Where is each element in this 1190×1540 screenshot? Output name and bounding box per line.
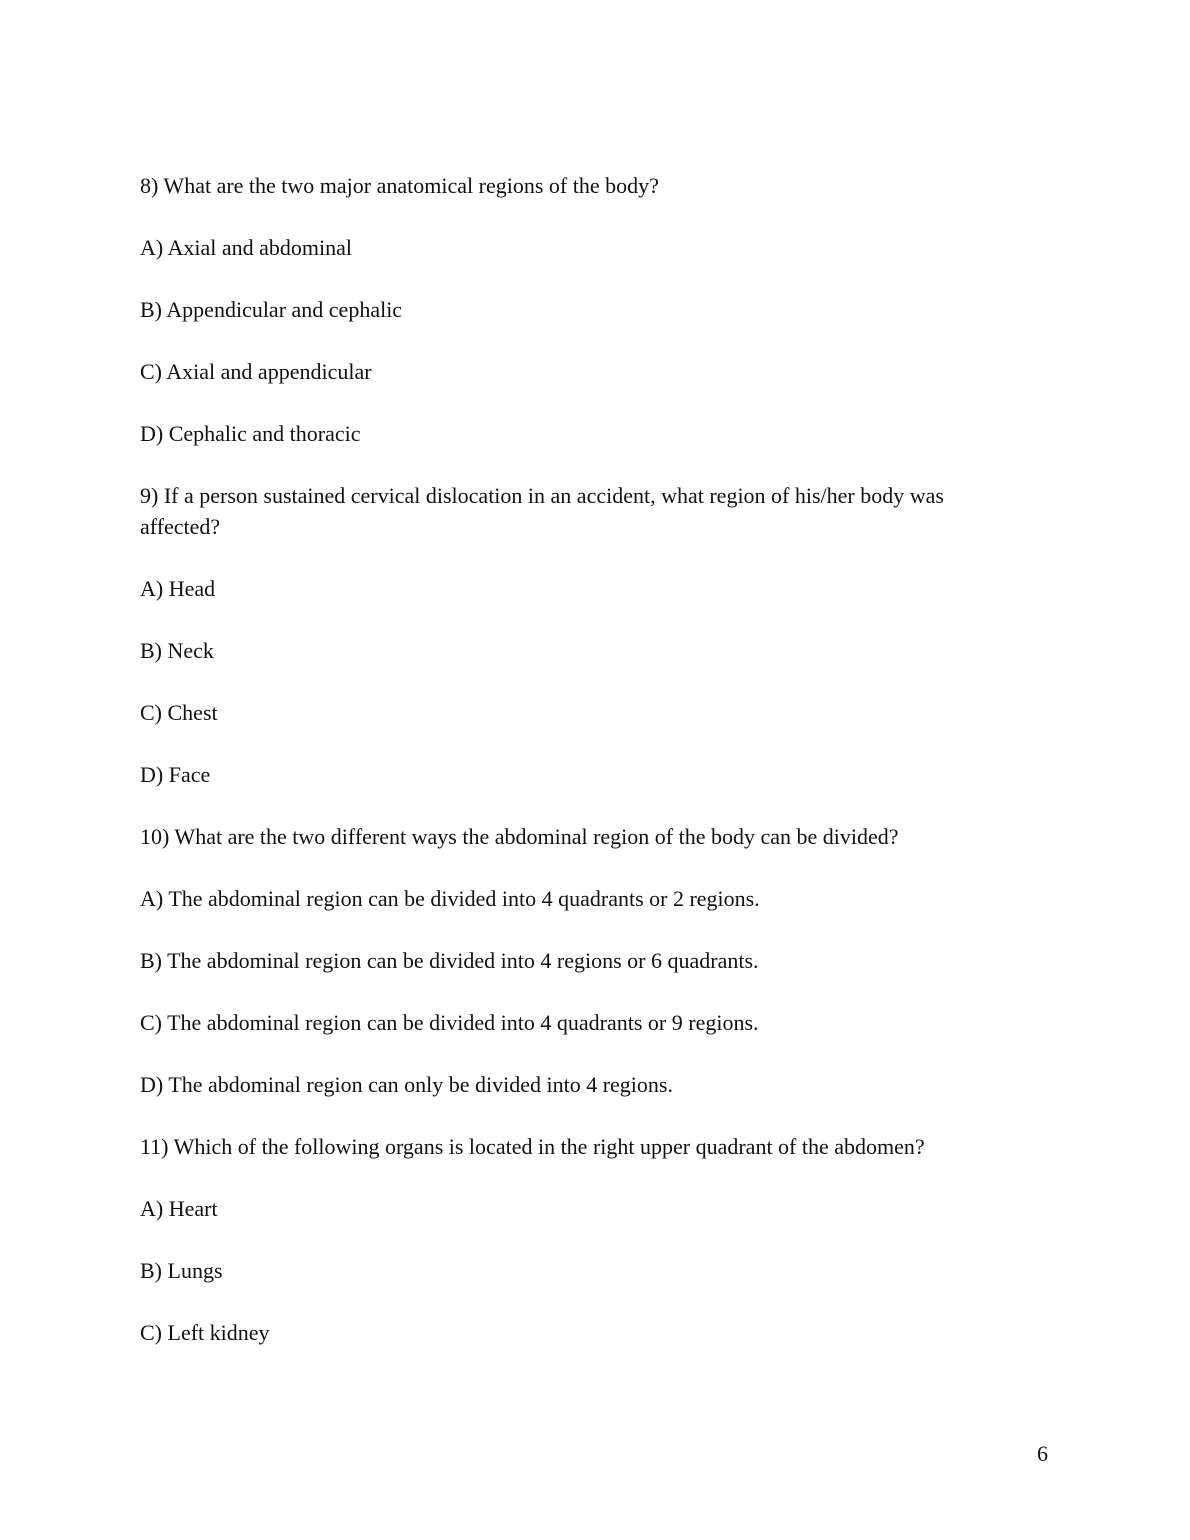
question-8-option-d: D) Cephalic and thoracic <box>140 421 361 446</box>
question-8-prompt: 8) What are the two major anatomical regions of the body? <box>140 173 659 198</box>
question-9-option-b: B) Neck <box>140 638 214 663</box>
question-10-option-d: D) The abdominal region can only be divided into 4 regions. <box>140 1072 673 1097</box>
question-8-option-b: B) Appendicular and cephalic <box>140 297 403 322</box>
question-9-option-d: D) Face <box>140 762 211 787</box>
question-10-option-c: C) The abdominal region can be divided into 4 quadrants or 9 regions. <box>140 1010 759 1035</box>
question-8-option-a: A) Axial and abdominal <box>140 235 353 260</box>
question-10-prompt: 10) What are the two different ways the abdominal region of the body can be divided? <box>140 824 899 849</box>
question-8-option-c: C) Axial and appendicular <box>140 359 372 384</box>
page-number: 6 <box>1037 1441 1048 1466</box>
question-9-option-a: A) Head <box>140 576 216 601</box>
question-11-option-b: B) Lungs <box>140 1258 223 1283</box>
question-10-option-a: A) The abdominal region can be divided into 4 quadrants or 2 regions. <box>140 886 760 911</box>
question-10-option-b: B) The abdominal region can be divided into 4 regions or 6 quadrants. <box>140 948 759 973</box>
question-11-prompt: 11) Which of the following organs is located in the right upper quadrant of the abdomen? <box>140 1134 925 1159</box>
question-9-option-c: C) Chest <box>140 700 218 725</box>
question-9-prompt: 9) If a person sustained cervical dislocation in an accident, what region of his/her body was affected? <box>140 483 944 539</box>
question-11-option-a: A) Heart <box>140 1196 218 1221</box>
question-11-option-c: C) Left kidney <box>140 1320 270 1345</box>
page-content <box>140 170 1020 1379</box>
